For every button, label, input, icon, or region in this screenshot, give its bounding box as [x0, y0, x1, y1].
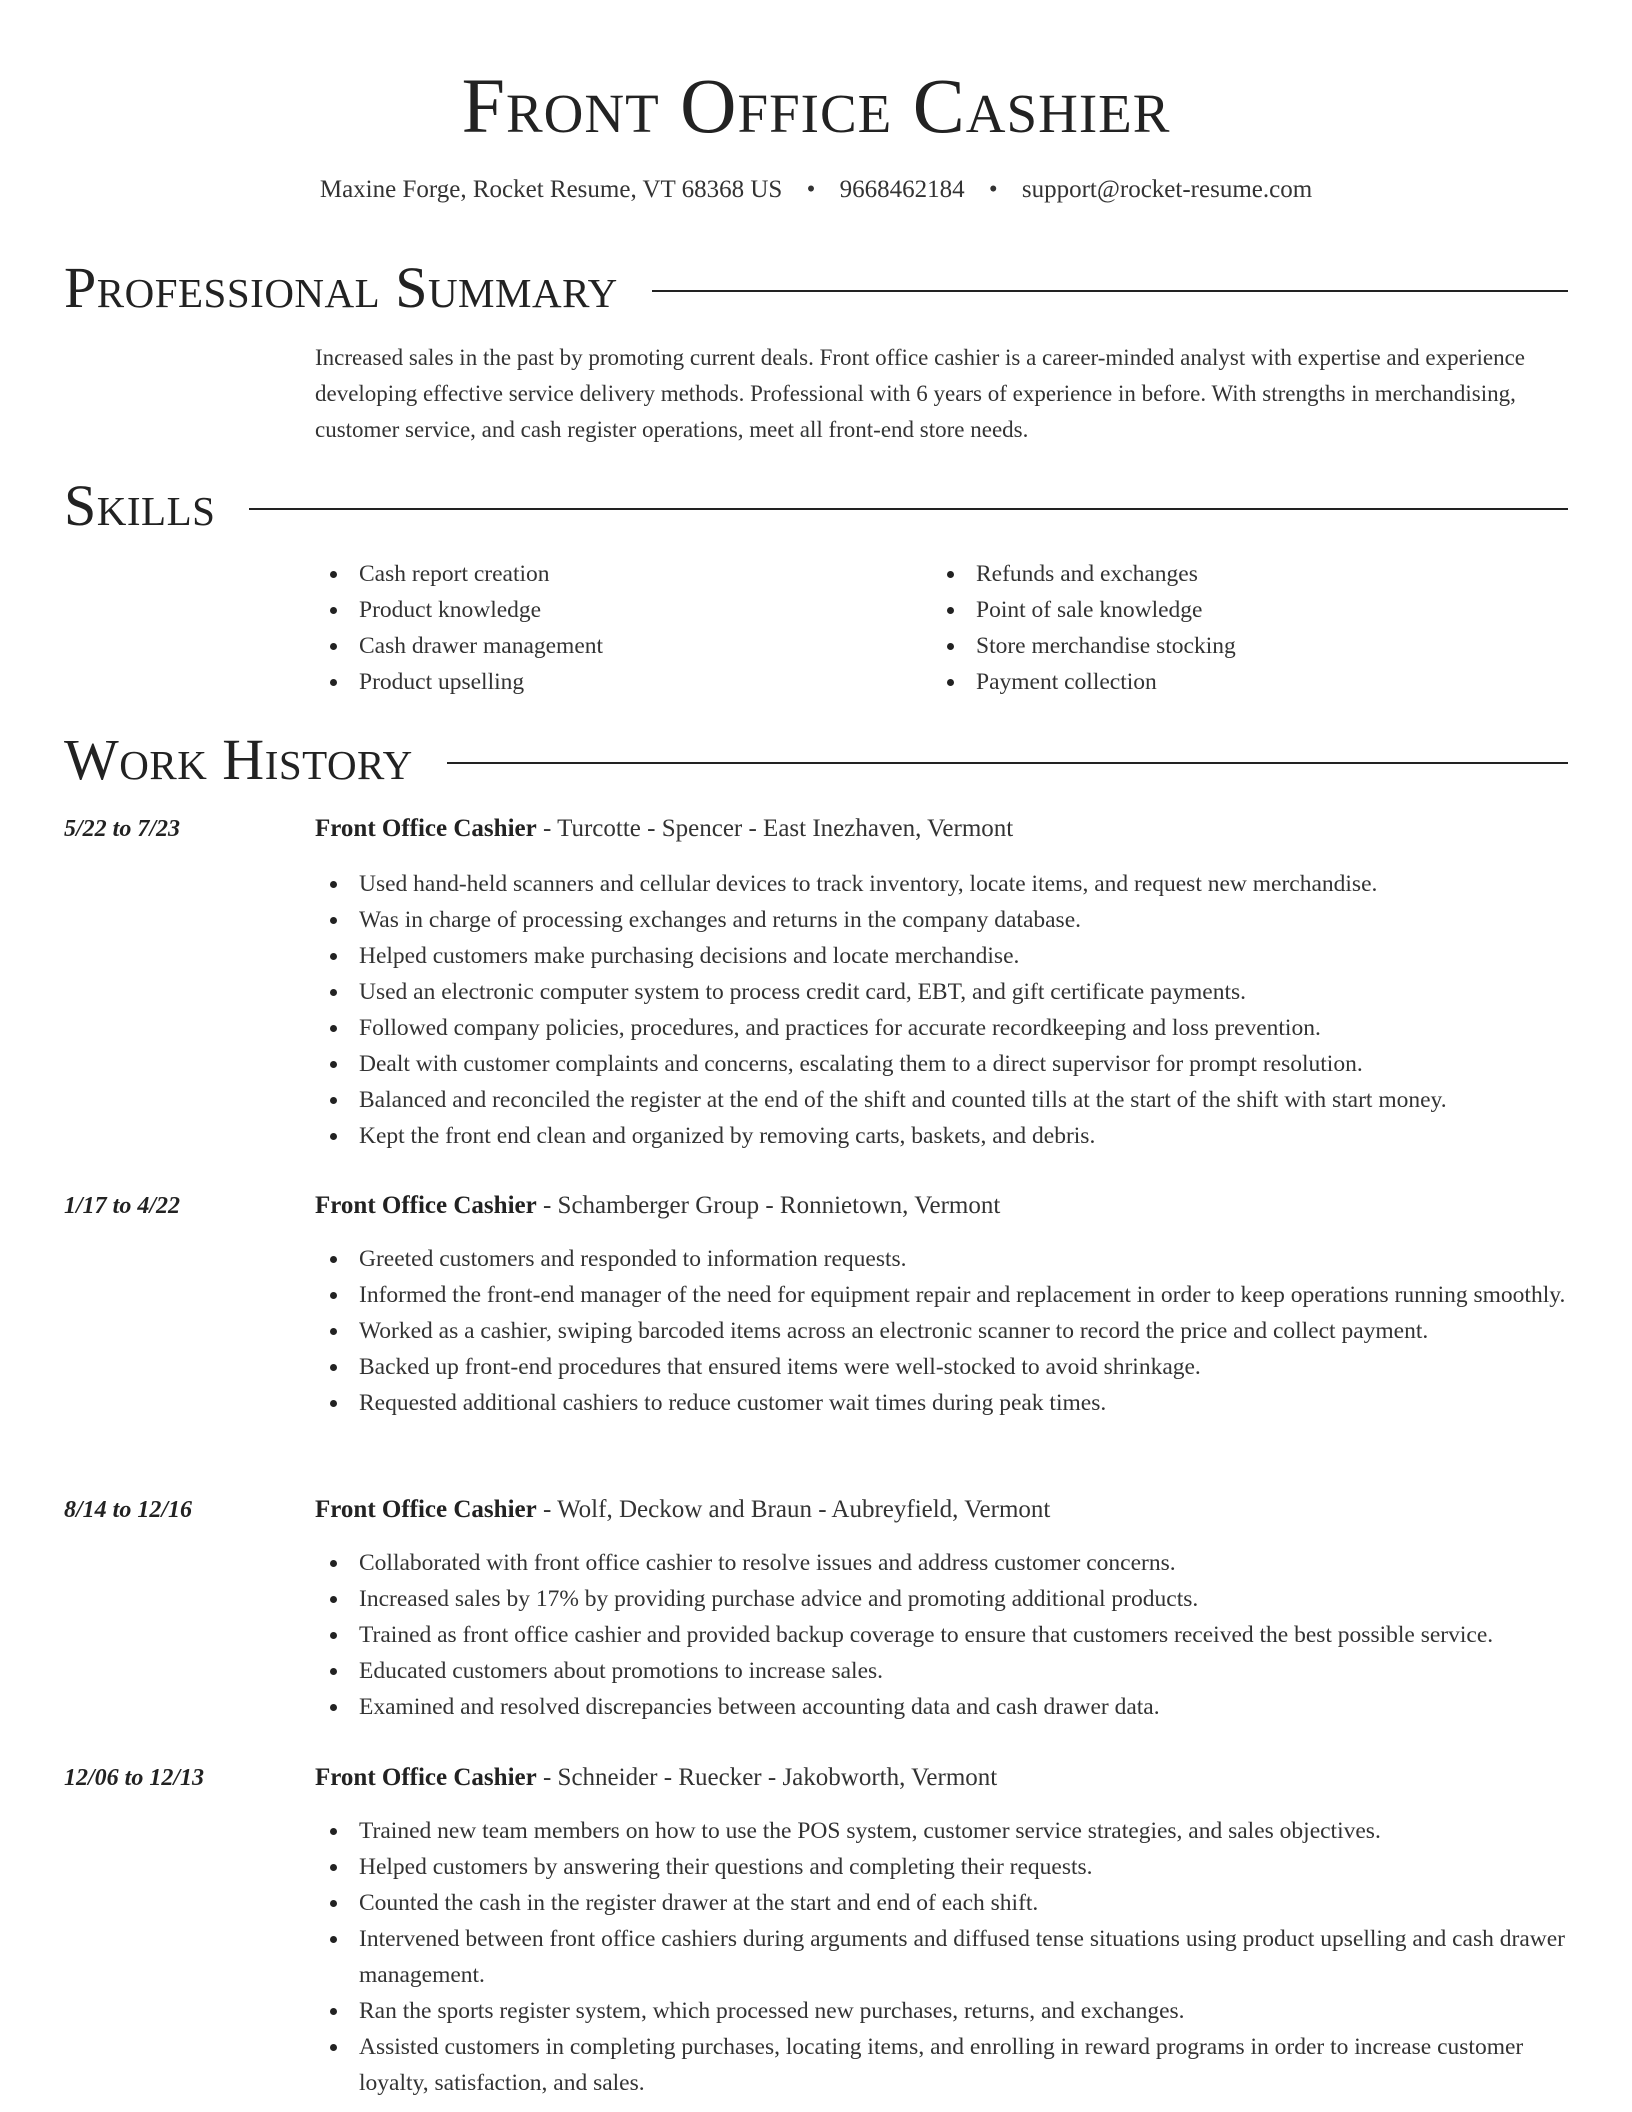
job-bullet: Informed the front-end manager of the need for equipment repair and replacement in order to keep operations running smoothly. [315, 1277, 1575, 1313]
job-bullet: Helped customers make purchasing decisions and locate merchandise. [315, 938, 1575, 974]
job-header [315, 1188, 1000, 1224]
job-bullet: Worked as a cashier, swiping barcoded items across an electronic scanner to record the price and collect payment. [315, 1313, 1575, 1349]
skill-item: Cash report creation [315, 556, 915, 592]
section-divider [652, 290, 1568, 292]
job-bullet: Backed up front-end procedures that ensured items were well-stocked to avoid shrinkage. [315, 1349, 1575, 1385]
skill-item: Payment collection [932, 664, 1532, 700]
job-header [315, 1492, 1050, 1528]
section-divider [447, 762, 1568, 764]
job-bullet: Trained new team members on how to use the POS system, customer service strategies, and sales objectives. [315, 1813, 1575, 1849]
job-bullet-list [315, 1813, 1575, 2101]
job-bullet: Trained as front office cashier and provided backup coverage to ensure that customers received the best possible service. [315, 1617, 1575, 1653]
summary-heading: Professional Summary [64, 255, 618, 320]
contact-separator: • [988, 176, 998, 203]
job-header [315, 811, 1013, 847]
job-bullet: Was in charge of processing exchanges and returns in the company database. [315, 902, 1575, 938]
job-bullet: Used an electronic computer system to process credit card, EBT, and gift certificate payments. [315, 974, 1575, 1010]
job-dates: 1/17 to 4/22 [64, 1193, 181, 1219]
section-divider [249, 508, 1568, 510]
job-bullet-list [315, 1241, 1575, 1421]
job-bullet: Educated customers about promotions to increase sales. [315, 1653, 1575, 1689]
skill-item: Point of sale knowledge [932, 592, 1532, 628]
skills-heading: Skills [64, 473, 216, 538]
job-role: Front Office Cashier [315, 1764, 537, 1791]
job-role: Front Office Cashier [315, 1496, 537, 1523]
job-dates: 8/14 to 12/16 [64, 1497, 193, 1523]
skills-list-left [315, 556, 915, 700]
job-dates: 5/22 to 7/23 [64, 816, 181, 842]
skills-section-header [64, 473, 1568, 539]
job-bullet: Requested additional cashiers to reduce customer wait times during peak times. [315, 1385, 1575, 1421]
skill-item: Product upselling [315, 664, 915, 700]
skill-item: Product knowledge [315, 592, 915, 628]
job-bullet: Collaborated with front office cashier to resolve issues and address customer concerns. [315, 1545, 1575, 1581]
job-dates: 12/06 to 12/13 [64, 1765, 205, 1791]
work-section-header [64, 727, 1568, 793]
job-bullet: Increased sales by 17% by providing purchase advice and promoting additional products. [315, 1581, 1575, 1617]
contact-phone: 9668462184 [839, 176, 965, 203]
summary-text: Increased sales in the past by promoting current deals. Front office cashier is a career-minded analyst with expertise and experience developing effective service delivery methods. Professional with 6 years of experience in before. With strengths in merchandising, customer service, and cash register operations, meet all front-end store needs. [315, 345, 1525, 442]
job-details: - Schamberger Group - Ronnietown, Vermont [536, 1192, 1001, 1219]
job-bullet-list [315, 1545, 1575, 1725]
job-bullet-list [315, 866, 1575, 1154]
contact-line [0, 172, 1632, 208]
job-bullet: Examined and resolved discrepancies between accounting data and cash drawer data. [315, 1689, 1575, 1725]
job-bullet: Intervened between front office cashiers during arguments and diffused tense situations using product upselling and cash drawer management. [315, 1921, 1575, 1993]
job-details: - Wolf, Deckow and Braun - Aubreyfield, Vermont [536, 1496, 1051, 1523]
job-details: - Turcotte - Spencer - East Inezhaven, Vermont [536, 815, 1014, 842]
work-heading: Work History [64, 727, 413, 792]
job-role: Front Office Cashier [315, 1192, 537, 1219]
summary-section-header [64, 255, 1568, 321]
skill-item: Refunds and exchanges [932, 556, 1532, 592]
job-role: Front Office Cashier [315, 815, 537, 842]
job-bullet: Used hand-held scanners and cellular devices to track inventory, locate items, and request new merchandise. [315, 866, 1575, 902]
resume-title: Front Office Cashier [461, 62, 1171, 149]
contact-separator: • [806, 176, 816, 203]
job-bullet: Counted the cash in the register drawer at the start and end of each shift. [315, 1885, 1575, 1921]
skill-item: Cash drawer management [315, 628, 915, 664]
job-header [315, 1760, 997, 1796]
job-details: - Schneider - Ruecker - Jakobworth, Vermont [536, 1764, 998, 1791]
job-bullet: Ran the sports register system, which processed new purchases, returns, and exchanges. [315, 1993, 1575, 2029]
skills-list-right [932, 556, 1532, 700]
job-bullet: Helped customers by answering their questions and completing their requests. [315, 1849, 1575, 1885]
contact-address: Maxine Forge, Rocket Resume, VT 68368 US [319, 176, 783, 203]
contact-email: support@rocket-resume.com [1021, 176, 1313, 203]
skill-item: Store merchandise stocking [932, 628, 1532, 664]
job-bullet: Kept the front end clean and organized by removing carts, baskets, and debris. [315, 1118, 1575, 1154]
job-bullet: Assisted customers in completing purchases, locating items, and enrolling in reward programs in order to increase customer loyalty, satisfaction, and sales. [315, 2029, 1575, 2101]
job-bullet: Dealt with customer complaints and concerns, escalating them to a direct supervisor for prompt resolution. [315, 1046, 1575, 1082]
job-bullet: Balanced and reconciled the register at the end of the shift and counted tills at the start of the shift with start money. [315, 1082, 1575, 1118]
job-bullet: Followed company policies, procedures, and practices for accurate recordkeeping and loss prevention. [315, 1010, 1575, 1046]
job-bullet: Greeted customers and responded to information requests. [315, 1241, 1575, 1277]
